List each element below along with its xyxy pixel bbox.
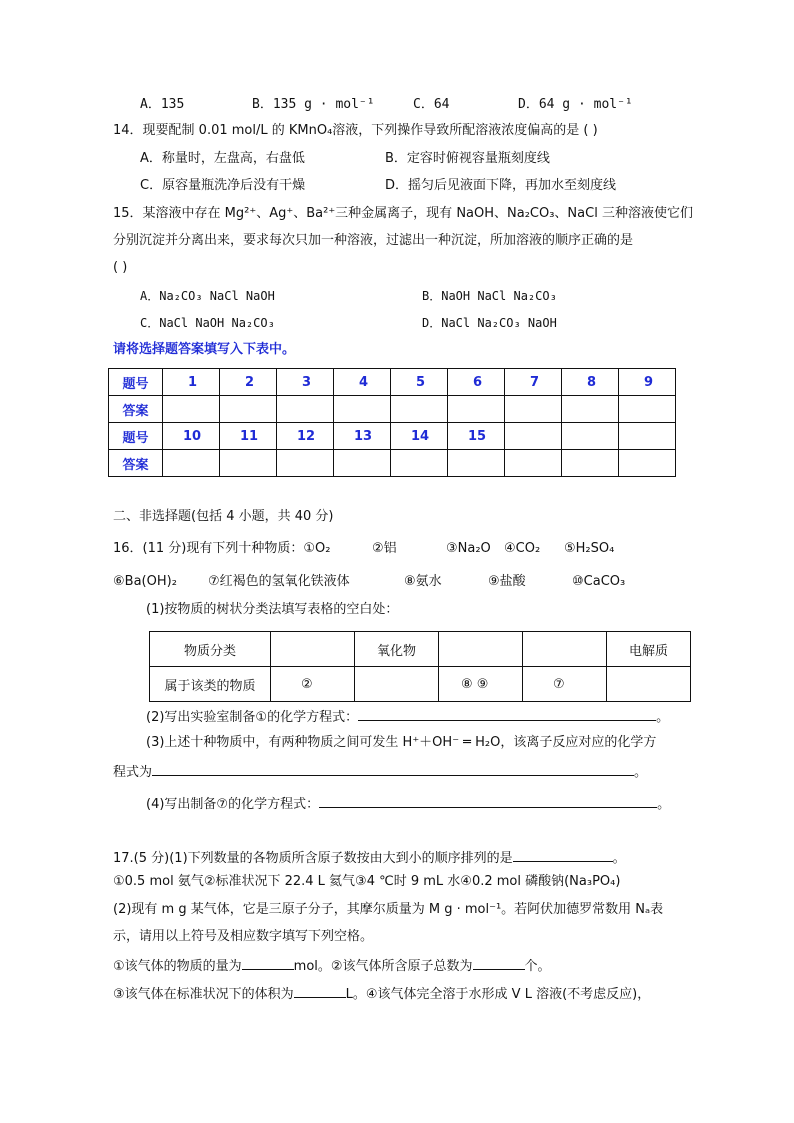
table-cell[interactable] xyxy=(523,632,607,667)
q16-stem-a: 16．(11 分)现有下列十种物质：①O₂ xyxy=(113,541,331,556)
q14-option-d: D．摇匀后见液面下降，再加水至刻度线 xyxy=(385,178,617,193)
table-cell: ⑧ ⑨ xyxy=(439,667,523,702)
answer-cell[interactable] xyxy=(505,396,562,423)
question-number-cell: 8 xyxy=(562,369,619,396)
answer-cell[interactable] xyxy=(334,396,391,423)
q16-sub3-line1: (3)上述十种物质中，有两种物质之间可发生 H⁺＋OH⁻ ═ H₂O，该离子反应对应的化学方 xyxy=(146,735,657,750)
q16-line2-d: ⑨盐酸 xyxy=(488,574,526,589)
q14-option-c: C．原容量瓶洗净后没有干燥 xyxy=(140,178,306,193)
question-number-label: 题号 xyxy=(109,423,163,450)
q13-option-a: A．135 xyxy=(140,97,185,112)
answer-blank[interactable] xyxy=(358,706,656,721)
answer-table-row xyxy=(109,423,676,450)
answer-cell[interactable] xyxy=(163,450,220,477)
question-number-cell xyxy=(505,423,562,450)
q17-line6 xyxy=(113,983,650,1004)
q17-line2: ①0.5 mol 氨气②标准状况下 22.4 L 氦气③4 ℃时 9 mL 水④0.2 mol 磷酸钠(Na₃PO₄) xyxy=(113,874,621,889)
period: 。 xyxy=(612,851,626,866)
question-number-cell: 11 xyxy=(220,423,277,450)
q14-option-b: B．定容时俯视容量瓶刻度线 xyxy=(385,151,550,166)
answer-table-row xyxy=(109,396,676,423)
table-cell: ⑦ xyxy=(523,667,607,702)
q16-line2-a: ⑥Ba(OH)₂ xyxy=(113,574,177,589)
q17-line6-a: ③该气体在标准状况下的体积为 xyxy=(113,987,294,1002)
answer-cell[interactable] xyxy=(619,396,676,423)
q17-line1-text: 17.(5 分)(1)下列数量的各物质所含原子数按由大到小的顺序排列的是 xyxy=(113,851,513,866)
q16-stem-c: ③Na₂O xyxy=(446,541,491,556)
answer-cell[interactable] xyxy=(505,450,562,477)
q17-line1 xyxy=(113,847,626,868)
q16-sub3-text: 程式为 xyxy=(113,765,153,780)
q17-line5-c: 个。 xyxy=(524,959,551,974)
question-number-cell: 5 xyxy=(391,369,448,396)
q16-stem-e: ⑤H₂SO₄ xyxy=(564,541,615,556)
answer-cell[interactable] xyxy=(277,450,334,477)
q16-sub3-line2 xyxy=(113,761,647,782)
q17-line5-a: ①该气体的物质的量为 xyxy=(113,959,242,974)
answer-table-instruction: 请将选择题答案填写入下表中。 xyxy=(113,342,296,357)
period: 。 xyxy=(656,710,670,725)
q17-line5-b: mol。②该气体所含原子总数为 xyxy=(293,959,473,974)
table-cell: 氧化物 xyxy=(355,632,439,667)
answer-cell[interactable] xyxy=(391,396,448,423)
q16-sub2 xyxy=(146,706,669,727)
answer-blank[interactable] xyxy=(152,761,634,776)
q16-line2-e: ⑩CaCO₃ xyxy=(572,574,626,589)
q15-option-d: D．NaCl Na₂CO₃ NaOH xyxy=(422,316,557,330)
q17-line3: (2)现有 m g 某气体，它是三原子分子，其摩尔质量为 M g · mol⁻¹。若阿伏加德罗常数用 Nₐ表 xyxy=(113,902,664,917)
question-number-label: 题号 xyxy=(109,369,163,396)
answer-cell[interactable] xyxy=(277,396,334,423)
question-number-cell: 14 xyxy=(391,423,448,450)
q13-option-d: D．64 g · mol⁻¹ xyxy=(518,97,633,112)
question-number-cell: 2 xyxy=(220,369,277,396)
q17-line6-b: L。④该气体完全溶于水形成 V L 溶液(不考虑反应)， xyxy=(345,987,651,1002)
answer-cell[interactable] xyxy=(562,396,619,423)
table-cell[interactable] xyxy=(439,632,523,667)
q14-option-a: A．称量时，左盘高，右盘低 xyxy=(140,151,305,166)
q17-line5 xyxy=(113,955,551,976)
question-number-cell: 10 xyxy=(163,423,220,450)
answer-cell[interactable] xyxy=(448,396,505,423)
question-number-cell: 12 xyxy=(277,423,334,450)
table-cell[interactable] xyxy=(271,632,355,667)
table-cell: 物质分类 xyxy=(150,632,271,667)
period: 。 xyxy=(634,765,648,780)
answer-blank[interactable] xyxy=(242,955,294,970)
table-row xyxy=(150,632,691,667)
period: 。 xyxy=(657,797,671,812)
q15-stem-line3: ( ) xyxy=(113,260,128,275)
answer-blank[interactable] xyxy=(294,983,346,998)
answer-label: 答案 xyxy=(109,450,163,477)
q14-stem: 14．现要配制 0.01 mol/L 的 KMnO₄溶液，下列操作导致所配溶液浓度偏高的是 ( ) xyxy=(113,123,598,138)
table-cell: 属于该类的物质 xyxy=(150,667,271,702)
answer-table-row xyxy=(109,369,676,396)
q17-line4: 示，请用以上符号及相应数字填写下列空格。 xyxy=(113,929,374,944)
q16-line2-c: ⑧氨水 xyxy=(404,574,442,589)
question-number-cell: 9 xyxy=(619,369,676,396)
answer-table-row xyxy=(109,450,676,477)
q16-sub2-text: (2)写出实验室制备①的化学方程式： xyxy=(146,710,359,725)
answer-cell[interactable] xyxy=(562,450,619,477)
answer-cell[interactable] xyxy=(163,396,220,423)
table-cell[interactable] xyxy=(607,667,691,702)
answer-table xyxy=(108,368,676,477)
q15-option-c: C．NaCl NaOH Na₂CO₃ xyxy=(140,316,275,330)
answer-blank[interactable] xyxy=(473,955,525,970)
answer-cell[interactable] xyxy=(334,450,391,477)
answer-cell[interactable] xyxy=(391,450,448,477)
answer-cell[interactable] xyxy=(220,450,277,477)
q13-option-c: C．64 xyxy=(413,97,450,112)
q15-option-a: A．Na₂CO₃ NaCl NaOH xyxy=(140,289,275,303)
answer-cell[interactable] xyxy=(619,450,676,477)
question-number-cell: 13 xyxy=(334,423,391,450)
question-number-cell: 3 xyxy=(277,369,334,396)
table-cell: 电解质 xyxy=(607,632,691,667)
q15-option-b: B．NaOH NaCl Na₂CO₃ xyxy=(422,289,557,303)
q16-stem-d: ④CO₂ xyxy=(504,541,541,556)
question-number-cell: 15 xyxy=(448,423,505,450)
table-row xyxy=(150,667,691,702)
answer-blank[interactable] xyxy=(513,847,613,862)
question-number-cell xyxy=(619,423,676,450)
answer-label: 答案 xyxy=(109,396,163,423)
answer-cell[interactable] xyxy=(448,450,505,477)
section-heading: 二、非选择题(包括 4 小题，共 40 分) xyxy=(113,509,334,524)
q16-sub4-text: (4)写出制备⑦的化学方程式： xyxy=(146,797,320,812)
q16-sub1: (1)按物质的树状分类法填写表格的空白处： xyxy=(146,602,399,617)
q16-sub4 xyxy=(146,793,670,814)
question-number-cell: 4 xyxy=(334,369,391,396)
answer-cell[interactable] xyxy=(220,396,277,423)
q16-line2-b: ⑦红褐色的氢氧化铁液体 xyxy=(208,574,350,589)
question-number-cell: 6 xyxy=(448,369,505,396)
question-number-cell: 1 xyxy=(163,369,220,396)
question-number-cell: 7 xyxy=(505,369,562,396)
question-number-cell xyxy=(562,423,619,450)
q15-stem-line1: 15．某溶液中存在 Mg²⁺、Ag⁺、Ba²⁺三种金属离子，现有 NaOH、Na₂CO₃、NaCl 三种溶液使它们 xyxy=(113,206,693,221)
q13-option-b: B．135 g · mol⁻¹ xyxy=(252,97,375,112)
table-cell[interactable] xyxy=(355,667,439,702)
q15-stem-line2: 分别沉淀并分离出来，要求每次只加一种溶液，过滤出一种沉淀，所加溶液的顺序正确的是 xyxy=(113,233,634,248)
q16-stem-b: ②铝 xyxy=(372,541,397,556)
answer-blank[interactable] xyxy=(319,793,657,808)
classification-table xyxy=(149,631,691,702)
table-cell: ② xyxy=(271,667,355,702)
